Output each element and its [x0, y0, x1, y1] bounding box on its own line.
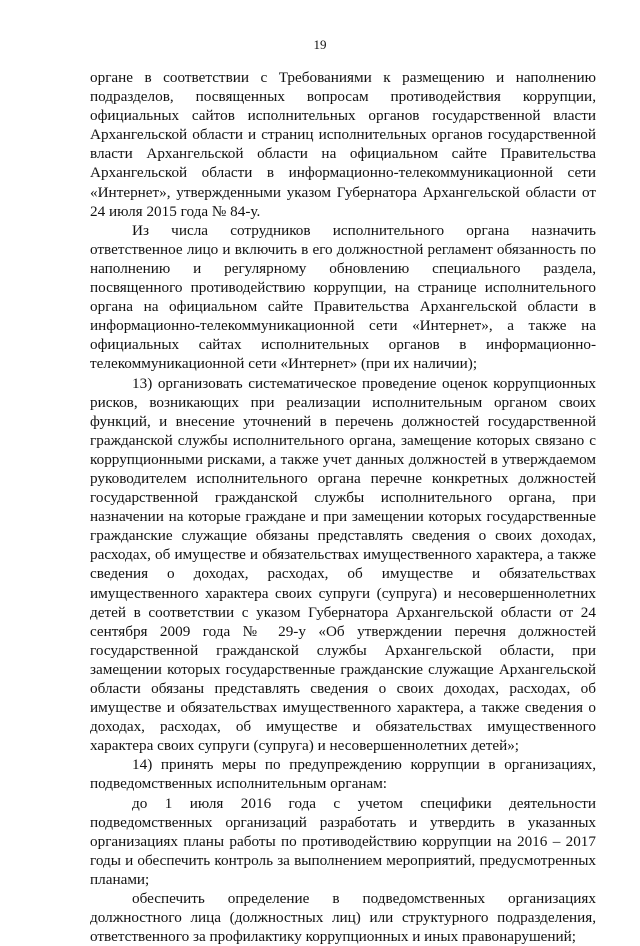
paragraph-anticorruption-plans: до 1 июля 2016 года с учетом специфики деятельности подведомственных организаций разработать и утвердить в указанных организациях планы работы по противодействию коррупции на 2016 – 2017 годы и обеспечить контроль за выполнением мероприятий, предусмотренных планами;	[90, 794, 596, 888]
page-number: 19	[313, 37, 327, 52]
paragraph-item-14: 14) принять меры по предупреждению коррупции в организациях, подведомственных исполнительным органам:	[90, 756, 596, 793]
paragraph-responsible-person: Из числа сотрудников исполнительного органа назначить ответственное лицо и включить в его должностной регламент обязанность по наполнению и регулярному обновлению специального раздела, посвященного противодействию коррупции, на странице исполнительного органа на официальном сайте Правительства Архангельской области в информационно-телекоммуникационной сети «Интернет», а также на официальных сайтах исполнительных органов в информационно-телекоммуникационной сети «Интернет» (при их наличии);	[90, 221, 596, 373]
paragraph-item-13: 13) организовать систематическое проведение оценок коррупционных рисков, возникающих при реализации исполнительным органом своих функций, и внесение уточнений в перечень должностей государственной гражданской службы исполнительного органа, замещение которых связано с коррупционными рисками, а также учет данных должностей в утверждаемом руководителем исполнительного органа перечне конкретных должностей государственной гражданской службы исполнительного органа, при назначении на которые граждане и при замещении которых государственные гражданские служащие обязаны представлять сведения о своих доходах, расходах, об имуществе и обязательствах имущественного характера, а также сведения о доходах, расходах, об имуществе и обязательствах имущественного характера своих супруги (супруга) и несовершеннолетних детей в соответствии с указом Губернатора Архангельской области от 24 сентября 2009 года № 29-у «Об утверждении перечня должностей государственной гражданской службы Архангельской области, при замещении которых государственные гражданские служащие Архангельской области обязаны представлять сведения о своих доходах, расходах, об имуществе и обязательствах имущественного характера, а также сведения о доходах, расходах, об имуществе и обязательствах имущественного характера своих супруги (супруга) и несовершеннолетних детей»;	[90, 374, 596, 755]
paragraph-publication-requirements: органе в соответствии с Требованиями к размещению и наполнению подразделов, посвященных вопросам противодействия коррупции, официальных сайтов исполнительных органов государственной власти Архангельской области и страниц исполнительных органов государственной власти Архангельской области на официальном сайте Правительства Архангельской области в информационно-телекоммуникационной сети «Интернет», утвержденными указом Губернатора Архангельской области от 24 июля 2015 года № 84-у.	[90, 69, 596, 220]
document-body	[90, 68, 596, 946]
paragraph-responsible-official: обеспечить определение в подведомственных организациях должностного лица (должностных лиц) или структурного подразделения, ответственного за профилактику коррупционных и иных правонарушений;	[90, 890, 596, 946]
